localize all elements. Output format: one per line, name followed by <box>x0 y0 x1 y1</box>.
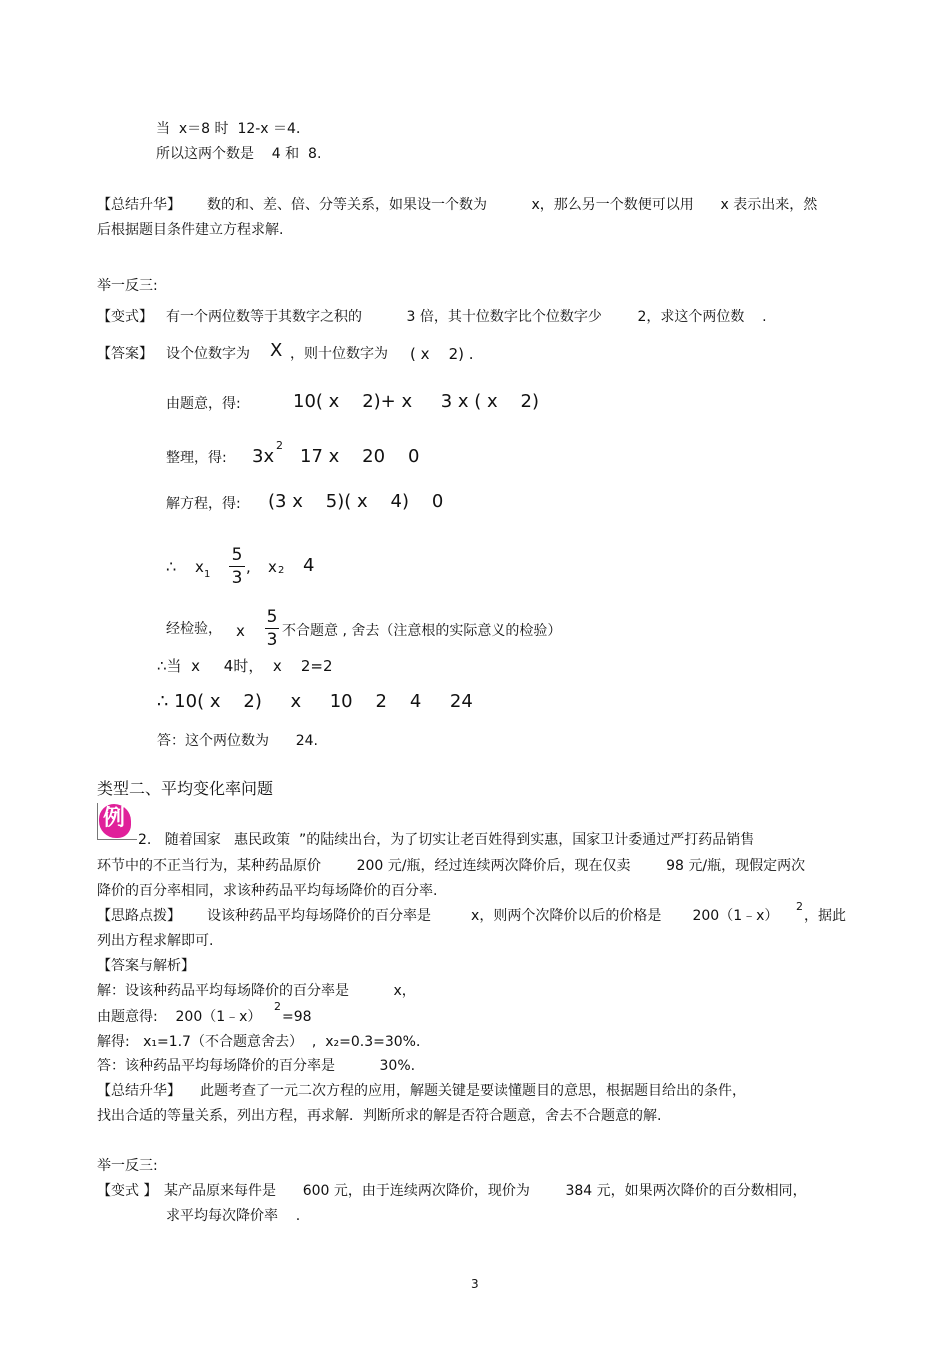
check-text: 不合题意 , 舍去（注意根的实际意义的检验） <box>282 623 562 639</box>
subscript: 2 <box>278 565 285 576</box>
answer-expr: ( x 2) . <box>410 345 474 363</box>
fraction-numerator: 5 <box>231 545 243 565</box>
hint-label: 【思路点拨】 <box>97 908 181 924</box>
solution-line: 当 x＝8 时 12-x ＝4． <box>156 121 310 137</box>
summary-label: 【总结升华】 <box>97 197 181 213</box>
subscript: 1 <box>204 569 211 580</box>
solution-line: 解：设该种药品平均每场降价的百分率是 x， <box>97 983 416 999</box>
summary-text: 找出合适的等量关系，列出方程，再求解．判断所求的解是否符合题意，舍去不合题意的解. <box>97 1108 662 1124</box>
superscript: 2 <box>276 439 283 452</box>
solution-line: =98 <box>282 1009 312 1025</box>
hint-text: 设该种药品平均每场降价的百分率是 x，则两个次降价以后的价格是 200（1﹣x） <box>207 908 779 924</box>
example-badge <box>97 803 135 841</box>
fraction-five-thirds <box>229 545 245 588</box>
practice-heading: 举一反三: <box>97 278 158 294</box>
fraction-denominator: 3 <box>266 630 278 650</box>
summary-text: 此题考查了一元二次方程的应用，解题关键是要读懂题目的意思，根据题目给出的条件， <box>200 1083 746 1099</box>
summary-text: 数的和、差、倍、分等关系，如果设一个数为 x，那么另一个数便可以用 x 表示出来，然 <box>207 197 818 213</box>
practice-heading: 举一反三: <box>97 1158 158 1174</box>
variant-label: 【变式】 <box>97 309 153 325</box>
solution-line: 解得: x₁=1.7（不合题意舍去） , x₂=0.3=30%． <box>97 1034 430 1050</box>
check-label: 经检验， <box>166 621 222 637</box>
comma: , <box>246 558 251 576</box>
fraction-five-thirds <box>265 607 279 650</box>
answer-lead: 设个位数字为 <box>166 346 250 362</box>
answer-mid: ，则十位数字为 <box>290 346 388 362</box>
step-equation: 17 x 20 0 <box>300 446 420 467</box>
variable-x: X <box>270 340 283 361</box>
page-number: 3 <box>471 1277 479 1291</box>
answer-label: 【答案】 <box>97 346 153 362</box>
superscript: 2 <box>796 900 803 913</box>
example-text: 环节中的不正当行为，某种药品原价 200 元/瓶，经过连续两次降价后，现在仅卖 98 元/瓶，现假定两次 <box>97 858 806 874</box>
variant-text: 某产品原来每件是 600 元，由于连续两次降价，现价为 384 元，如果两次降价的百分数相同， <box>164 1183 807 1199</box>
solution-line: 由题意得: 200（1﹣x） <box>97 1009 262 1025</box>
example-text: 2. 随着国家 惠民政策 ”的陆续出台，为了切实让老百姓得到实惠，国家卫计委通过严打药品销售 <box>138 832 755 848</box>
step-label: 由题意，得: <box>166 396 241 412</box>
summary-label: 【总结升华】 <box>97 1083 181 1099</box>
result-line: ∴ 10( x 2) x 10 2 4 24 <box>157 691 473 712</box>
fraction-denominator: 3 <box>231 568 243 588</box>
step-label: 解方程，得: <box>166 496 241 512</box>
example-badge-label: 例 <box>103 806 126 831</box>
variant-text: 有一个两位数等于其数字之积的 3 倍，其十位数字比个位数字少 2，求这个两位数 . <box>166 309 767 325</box>
section-heading: 类型二、平均变化率问题 <box>97 779 274 798</box>
step-equation: 3x <box>252 446 275 467</box>
variant-label: 【变式 】 <box>97 1183 158 1199</box>
root-x2: x <box>268 558 277 576</box>
root-x1: x <box>195 558 204 576</box>
step-equation: (3 x 5)( x 4) 0 <box>268 491 444 512</box>
fraction-bar <box>265 628 279 629</box>
variant-text: 求平均每次降价率 . <box>166 1208 301 1224</box>
therefore-symbol: ∴ <box>166 557 177 576</box>
solution-line: 答：该种药品平均每场降价的百分率是 30%. <box>97 1058 416 1074</box>
when-line: ∴当 x 4时， x 2=2 <box>157 657 333 675</box>
check-x: x <box>236 622 245 640</box>
step-label: 整理，得: <box>166 450 227 466</box>
solution-line: 所以这两个数是 4 和 8. <box>156 146 322 162</box>
hint-text: ，据此 <box>804 908 846 924</box>
fraction-bar <box>229 566 245 567</box>
summary-text: 后根据题目条件建立方程求解. <box>97 222 284 238</box>
final-answer: 答：这个两位数为 24. <box>157 733 318 749</box>
analysis-label: 【答案与解析】 <box>97 958 195 974</box>
fraction-numerator: 5 <box>266 607 278 627</box>
superscript: 2 <box>274 1000 281 1013</box>
hint-text: 列出方程求解即可. <box>97 933 214 949</box>
step-equation: 10( x 2)+ x 3 x ( x 2) <box>293 391 540 412</box>
example-text: 降价的百分率相同，求该种药品平均每场降价的百分率. <box>97 883 438 899</box>
root-value: 4 <box>303 555 315 576</box>
